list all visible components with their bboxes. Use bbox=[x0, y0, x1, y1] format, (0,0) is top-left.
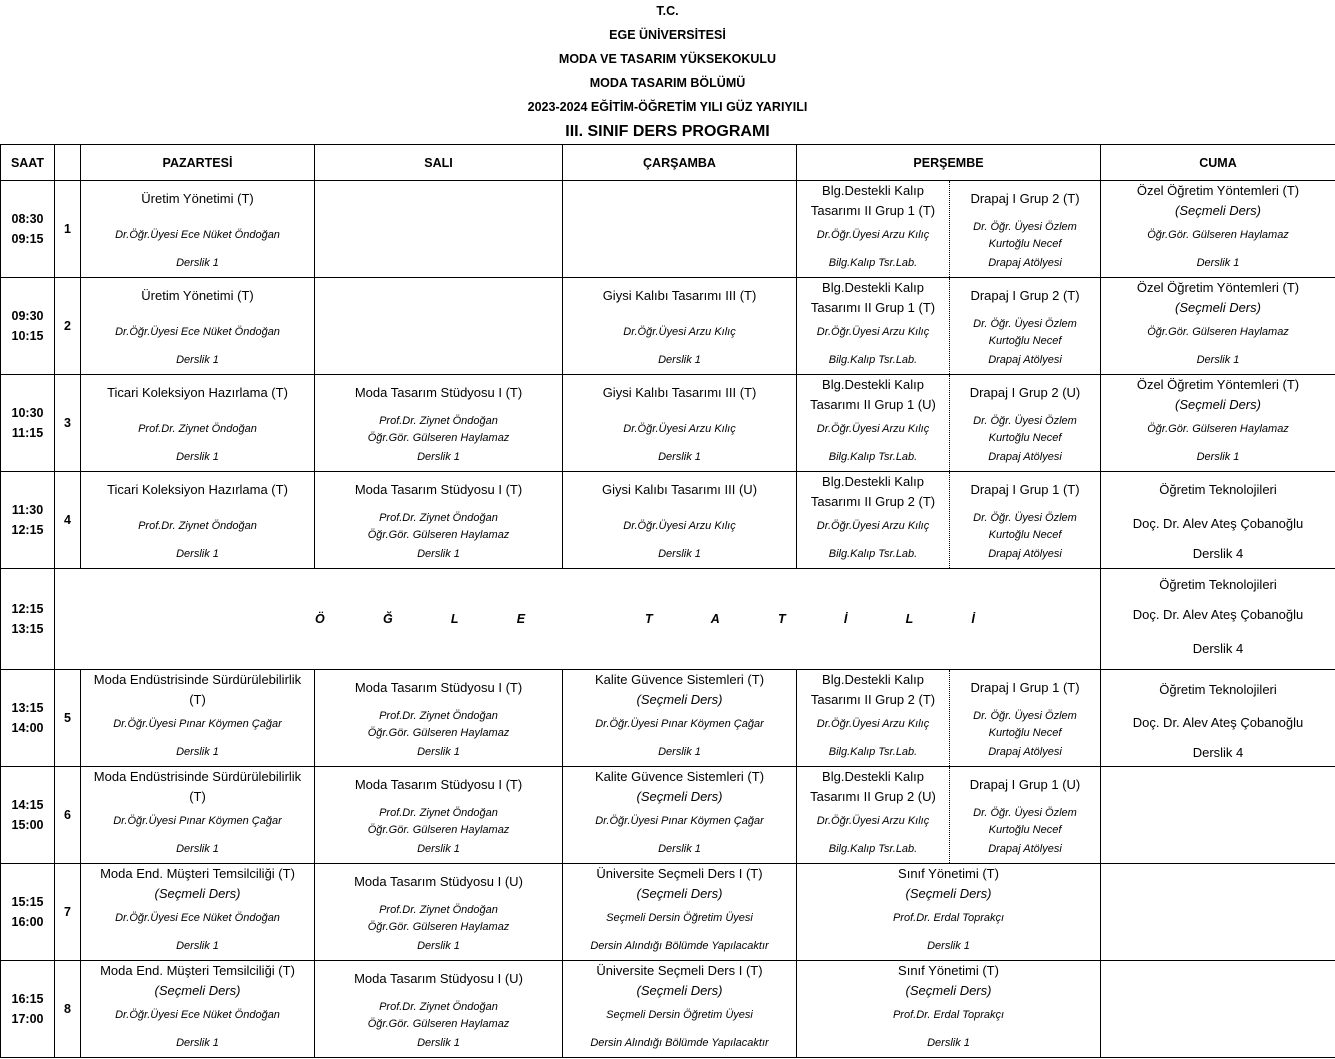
course-name: Giysi Kalıbı Tasarımı III (T) bbox=[602, 385, 757, 400]
room: Bilg.Kalıp Tsr.Lab. bbox=[828, 548, 918, 560]
course-cell bbox=[81, 181, 315, 278]
course-name: Blg.Destekli Kalıp Tasarımı II Grup 2 (T) bbox=[810, 474, 936, 509]
room: Derslik 1 bbox=[1196, 451, 1240, 463]
course-name: Moda Tasarım Stüdyosu I (T) bbox=[354, 482, 523, 497]
course-cell bbox=[950, 375, 1101, 472]
course-cell bbox=[950, 670, 1101, 767]
slot-number: 2 bbox=[55, 278, 81, 375]
instructor: Prof.Dr. Erdal Toprakçı bbox=[892, 912, 1005, 924]
instructor: Dr.Öğr.Üyesi Arzu Kılıç bbox=[623, 520, 736, 532]
course-cell bbox=[81, 375, 315, 472]
slot-row-5 bbox=[1, 670, 1335, 767]
room: Drapaj Atölyesi bbox=[988, 548, 1062, 560]
slot-number: 8 bbox=[55, 961, 81, 1058]
room: Derslik 1 bbox=[176, 843, 219, 855]
col-thursday: PERŞEMBE bbox=[797, 145, 1101, 181]
instructor: Dr.Öğr.Üyesi Arzu Kılıç bbox=[816, 423, 930, 435]
instructor: Dr.Öğr.Üyesi Pınar Köymen Çağar bbox=[113, 718, 282, 730]
instructor: Seçmeli Dersin Öğretim Üyesi bbox=[606, 912, 753, 924]
lunch-break bbox=[55, 569, 1101, 670]
col-wednesday: ÇARŞAMBA bbox=[563, 145, 797, 181]
room: Derslik 1 bbox=[927, 1037, 970, 1049]
course-cell bbox=[797, 278, 950, 375]
room: Drapaj Atölyesi bbox=[988, 354, 1062, 366]
course-name: Kalite Güvence Sistemleri (T) (Seçmeli Ders) bbox=[594, 769, 765, 804]
course-name: Üretim Yönetimi (T) bbox=[141, 288, 254, 303]
col-monday: PAZARTESİ bbox=[81, 145, 315, 181]
room: Derslik 1 bbox=[658, 746, 701, 758]
slot-row-4 bbox=[1, 472, 1335, 569]
col-friday: CUMA bbox=[1101, 145, 1335, 181]
course-name: Üniversite Seçmeli Ders I (T) (Seçmeli Ders) bbox=[596, 963, 763, 998]
course-name: Moda Tasarım Stüdyosu I (T) bbox=[354, 680, 523, 695]
instructor: Dr.Öğr.Üyesi Pınar Köymen Çağar bbox=[595, 718, 764, 730]
empty-cell bbox=[563, 181, 797, 278]
course-name: Özel Öğretim Yöntemleri (T) (Seçmeli Ders) bbox=[1136, 377, 1300, 412]
course-name: Moda Tasarım Stüdyosu I (T) bbox=[354, 385, 523, 400]
instructor: Dr.Öğr.Üyesi Pınar Köymen Çağar bbox=[595, 815, 764, 827]
course-cell bbox=[1101, 569, 1335, 670]
course-name: Ticari Koleksiyon Hazırlama (T) bbox=[107, 482, 288, 497]
room: Bilg.Kalıp Tsr.Lab. bbox=[828, 257, 918, 269]
course-name: Moda Endüstrisinde Sürdürülebilirlik (T) bbox=[93, 769, 302, 804]
instructor: Dr.Öğr.Üyesi Arzu Kılıç bbox=[816, 520, 930, 532]
instructor: Doç. Dr. Alev Ateş Çobanoğlu bbox=[1132, 516, 1304, 531]
lunch-letter: İ bbox=[843, 612, 848, 626]
time-cell: 08:30 09:15 bbox=[1, 181, 55, 278]
lunch-letter: T bbox=[644, 612, 653, 626]
course-name: Blg.Destekli Kalıp Tasarımı II Grup 2 (U) bbox=[810, 769, 936, 804]
course-cell bbox=[797, 961, 1101, 1058]
course-name: Moda Tasarım Stüdyosu I (U) bbox=[354, 971, 523, 986]
course-cell bbox=[81, 472, 315, 569]
course-cell bbox=[797, 670, 950, 767]
room: Derslik 1 bbox=[417, 843, 460, 855]
course-cell bbox=[950, 472, 1101, 569]
room: Derslik 1 bbox=[176, 1037, 219, 1049]
room: Derslik 1 bbox=[658, 354, 701, 366]
room: Derslik 1 bbox=[176, 354, 219, 366]
course-name: Üniversite Seçmeli Ders I (T) (Seçmeli Ders) bbox=[596, 866, 763, 901]
course-name: Drapaj I Grup 2 (T) bbox=[970, 288, 1080, 303]
course-name: Blg.Destekli Kalıp Tasarımı II Grup 2 (T) bbox=[810, 672, 936, 707]
course-name: Blg.Destekli Kalıp Tasarımı II Grup 1 (T) bbox=[810, 183, 936, 218]
course-name: Giysi Kalıbı Tasarımı III (U) bbox=[601, 482, 758, 497]
room: Drapaj Atölyesi bbox=[988, 451, 1062, 463]
lunch-letter: İ bbox=[971, 612, 975, 626]
course-cell bbox=[950, 181, 1101, 278]
col-saat: SAAT bbox=[1, 145, 55, 181]
course-name: Giysi Kalıbı Tasarımı III (T) bbox=[602, 288, 757, 303]
course-cell bbox=[950, 278, 1101, 375]
slot-row-1 bbox=[1, 181, 1335, 278]
course-cell bbox=[81, 864, 315, 961]
room: Derslik 1 bbox=[658, 548, 701, 560]
course-cell bbox=[797, 767, 950, 864]
course-cell bbox=[81, 961, 315, 1058]
instructor: Dr.Öğr.Üyesi Arzu Kılıç bbox=[816, 229, 930, 241]
course-cell bbox=[1101, 181, 1335, 278]
course-name: Drapaj I Grup 2 (U) bbox=[969, 385, 1081, 400]
instructor: Dr.Öğr.Üyesi Arzu Kılıç bbox=[816, 815, 930, 827]
instructor: Dr. Öğr. Üyesi Özlem Kurtoğlu Necef bbox=[973, 415, 1077, 444]
room: Bilg.Kalıp Tsr.Lab. bbox=[828, 354, 918, 366]
time-cell: 12:15 13:15 bbox=[1, 569, 55, 670]
course-name: Üretim Yönetimi (T) bbox=[141, 191, 254, 206]
course-cell bbox=[563, 670, 797, 767]
course-name: Blg.Destekli Kalıp Tasarımı II Grup 1 (U) bbox=[810, 377, 936, 412]
room: Drapaj Atölyesi bbox=[988, 257, 1062, 269]
header-school: MODA VE TASARIM YÜKSEKOKULU bbox=[558, 52, 777, 66]
instructor: Dr.Öğr.Üyesi Arzu Kılıç bbox=[816, 718, 930, 730]
lunch-letter: Ğ bbox=[382, 612, 393, 626]
slot-number: 3 bbox=[55, 375, 81, 472]
room: Derslik 1 bbox=[417, 940, 460, 952]
course-cell bbox=[1101, 670, 1335, 767]
course-cell bbox=[563, 375, 797, 472]
room: Derslik 1 bbox=[176, 746, 219, 758]
instructor: Dr.Öğr.Üyesi Ece Nüket Öndoğan bbox=[115, 326, 280, 338]
room: Derslik 1 bbox=[417, 548, 460, 560]
lunch-letter: L bbox=[450, 612, 459, 626]
slot-number: 1 bbox=[55, 181, 81, 278]
lunch-letter: Ö bbox=[315, 612, 325, 626]
room: Dersin Alındığı Bölümde Yapılacaktır bbox=[590, 940, 769, 952]
time-cell: 16:15 17:00 bbox=[1, 961, 55, 1058]
room: Derslik 1 bbox=[417, 746, 460, 758]
empty-cell bbox=[315, 278, 563, 375]
slot-number: 7 bbox=[55, 864, 81, 961]
instructor: Doç. Dr. Alev Ateş Çobanoğlu bbox=[1132, 715, 1304, 730]
room: Derslik 1 bbox=[1196, 257, 1240, 269]
course-cell bbox=[81, 767, 315, 864]
col-num bbox=[55, 145, 81, 181]
header-row bbox=[1, 145, 1335, 181]
course-cell bbox=[563, 961, 797, 1058]
course-cell bbox=[797, 375, 950, 472]
slot-row-3 bbox=[1, 375, 1335, 472]
course-name: Drapaj I Grup 1 (U) bbox=[969, 777, 1081, 792]
course-cell bbox=[81, 278, 315, 375]
slot-row-7 bbox=[1, 864, 1335, 961]
instructor: Öğr.Gör. Gülseren Haylamaz bbox=[1147, 423, 1289, 435]
col-tuesday: SALI bbox=[315, 145, 563, 181]
room: Derslik 1 bbox=[1196, 354, 1240, 366]
course-cell bbox=[950, 767, 1101, 864]
instructor: Dr. Öğr. Üyesi Özlem Kurtoğlu Necef bbox=[973, 318, 1077, 347]
time-cell: 11:30 12:15 bbox=[1, 472, 55, 569]
room: Derslik 1 bbox=[658, 451, 701, 463]
course-cell bbox=[563, 472, 797, 569]
lunch-letter: T bbox=[778, 612, 786, 626]
instructor: Dr.Öğr.Üyesi Ece Nüket Öndoğan bbox=[115, 229, 280, 241]
course-cell bbox=[563, 767, 797, 864]
room: Derslik 4 bbox=[1192, 546, 1244, 561]
instructor: Dr.Öğr.Üyesi Ece Nüket Öndoğan bbox=[115, 912, 280, 924]
course-name: Özel Öğretim Yöntemleri (T) (Seçmeli Ders) bbox=[1136, 183, 1300, 218]
instructor: Doç. Dr. Alev Ateş Çobanoğlu bbox=[1132, 607, 1304, 622]
empty-cell bbox=[1101, 767, 1335, 864]
slot-number: 6 bbox=[55, 767, 81, 864]
course-name: Sınıf Yönetimi (T) (Seçmeli Ders) bbox=[898, 963, 999, 998]
course-cell bbox=[315, 961, 563, 1058]
instructor: Dr.Öğr.Üyesi Arzu Kılıç bbox=[623, 423, 736, 435]
instructor: Dr. Öğr. Üyesi Özlem Kurtoğlu Necef bbox=[973, 807, 1077, 836]
schedule-table bbox=[0, 144, 1335, 1058]
course-cell bbox=[315, 472, 563, 569]
course-name: Drapaj I Grup 1 (T) bbox=[970, 680, 1080, 695]
course-cell bbox=[1101, 375, 1335, 472]
room: Derslik 4 bbox=[1192, 641, 1244, 656]
instructor: Prof.Dr. Ziynet Öndoğan Öğr.Gör. Gülseren Haylamaz bbox=[367, 904, 510, 933]
course-name: Moda End. Müşteri Temsilciliği (T) (Seçmeli Ders) bbox=[100, 963, 295, 998]
instructor: Öğr.Gör. Gülseren Haylamaz bbox=[1147, 229, 1289, 241]
instructor: Dr. Öğr. Üyesi Özlem Kurtoğlu Necef bbox=[973, 710, 1077, 739]
room: Derslik 1 bbox=[176, 940, 219, 952]
slot-row-6 bbox=[1, 767, 1335, 864]
room: Derslik 1 bbox=[658, 843, 701, 855]
course-name: Moda Endüstrisinde Sürdürülebilirlik (T) bbox=[93, 672, 302, 707]
instructor: Dr.Öğr.Üyesi Arzu Kılıç bbox=[816, 326, 930, 338]
course-name: Kalite Güvence Sistemleri (T) (Seçmeli Ders) bbox=[594, 672, 765, 707]
course-cell bbox=[797, 181, 950, 278]
course-cell bbox=[315, 767, 563, 864]
course-name: Moda Tasarım Stüdyosu I (U) bbox=[354, 874, 523, 889]
room: Derslik 1 bbox=[417, 451, 460, 463]
instructor: Dr.Öğr.Üyesi Pınar Köymen Çağar bbox=[113, 815, 282, 827]
instructor: Prof.Dr. Ziynet Öndoğan Öğr.Gör. Gülseren Haylamaz bbox=[367, 710, 510, 739]
header-tc: T.C. bbox=[656, 4, 679, 18]
room: Bilg.Kalıp Tsr.Lab. bbox=[828, 746, 918, 758]
room: Drapaj Atölyesi bbox=[988, 746, 1062, 758]
instructor: Dr. Öğr. Üyesi Özlem Kurtoğlu Necef bbox=[973, 221, 1077, 250]
course-name: Drapaj I Grup 1 (T) bbox=[970, 482, 1080, 497]
room: Derslik 1 bbox=[417, 1037, 460, 1049]
lunch-letter: A bbox=[710, 612, 720, 626]
room: Derslik 1 bbox=[176, 451, 219, 463]
instructor: Prof.Dr. Ziynet Öndoğan Öğr.Gör. Gülseren Haylamaz bbox=[367, 1001, 510, 1030]
room: Derslik 1 bbox=[176, 257, 219, 269]
header-department: MODA TASARIM BÖLÜMÜ bbox=[589, 76, 746, 90]
course-cell bbox=[1101, 472, 1335, 569]
room: Derslik 4 bbox=[1192, 745, 1244, 760]
empty-cell bbox=[315, 181, 563, 278]
course-name: Ticari Koleksiyon Hazırlama (T) bbox=[107, 385, 288, 400]
time-cell: 09:30 10:15 bbox=[1, 278, 55, 375]
header-university: EGE ÜNİVERSİTESİ bbox=[609, 28, 726, 42]
time-cell: 15:15 16:00 bbox=[1, 864, 55, 961]
instructor: Öğr.Gör. Gülseren Haylamaz bbox=[1147, 326, 1289, 338]
course-cell bbox=[797, 472, 950, 569]
room: Derslik 1 bbox=[176, 548, 219, 560]
course-name: Öğretim Teknolojileri bbox=[1159, 482, 1277, 497]
course-name: Sınıf Yönetimi (T) (Seçmeli Ders) bbox=[898, 866, 999, 901]
instructor: Prof.Dr. Erdal Toprakçı bbox=[892, 1009, 1005, 1021]
course-cell bbox=[797, 864, 1101, 961]
slot-row-2 bbox=[1, 278, 1335, 375]
time-cell: 14:15 15:00 bbox=[1, 767, 55, 864]
instructor: Prof.Dr. Ziynet Öndoğan Öğr.Gör. Gülseren Haylamaz bbox=[367, 415, 510, 444]
lunch-letter: L bbox=[905, 612, 914, 626]
instructor: Prof.Dr. Ziynet Öndoğan Öğr.Gör. Gülseren Haylamaz bbox=[367, 807, 510, 836]
instructor: Dr.Öğr.Üyesi Arzu Kılıç bbox=[623, 326, 736, 338]
course-cell bbox=[315, 864, 563, 961]
instructor: Prof.Dr. Ziynet Öndoğan bbox=[138, 423, 257, 435]
course-cell bbox=[563, 864, 797, 961]
room: Dersin Alındığı Bölümde Yapılacaktır bbox=[590, 1037, 769, 1049]
course-name: Moda Tasarım Stüdyosu I (T) bbox=[354, 777, 523, 792]
page-title: III. SINIF DERS PROGRAMI bbox=[565, 123, 770, 140]
time-cell: 13:15 14:00 bbox=[1, 670, 55, 767]
lunch-letter: E bbox=[516, 612, 526, 626]
instructor: Prof.Dr. Ziynet Öndoğan Öğr.Gör. Gülseren Haylamaz bbox=[367, 512, 510, 541]
course-cell bbox=[315, 375, 563, 472]
course-cell bbox=[315, 670, 563, 767]
empty-cell bbox=[1101, 864, 1335, 961]
course-name: Moda End. Müşteri Temsilciliği (T) (Seçmeli Ders) bbox=[100, 866, 295, 901]
instructor: Dr. Öğr. Üyesi Özlem Kurtoğlu Necef bbox=[973, 512, 1077, 541]
header-term: 2023-2024 EĞİTİM-ÖĞRETİM YILI GÜZ YARIYILI bbox=[527, 100, 808, 114]
slot-row-8 bbox=[1, 961, 1335, 1058]
course-cell bbox=[1101, 278, 1335, 375]
instructor: Dr.Öğr.Üyesi Ece Nüket Öndoğan bbox=[115, 1009, 280, 1021]
room: Derslik 1 bbox=[927, 940, 970, 952]
time-cell: 10:30 11:15 bbox=[1, 375, 55, 472]
lunch-row bbox=[1, 569, 1335, 670]
course-name: Blg.Destekli Kalıp Tasarımı II Grup 1 (T) bbox=[810, 280, 936, 315]
course-name: Drapaj I Grup 2 (T) bbox=[970, 191, 1080, 206]
room: Drapaj Atölyesi bbox=[988, 843, 1062, 855]
instructor: Prof.Dr. Ziynet Öndoğan bbox=[138, 520, 257, 532]
course-cell bbox=[81, 670, 315, 767]
course-name: Öğretim Teknolojileri bbox=[1159, 682, 1277, 697]
room: Bilg.Kalıp Tsr.Lab. bbox=[828, 451, 918, 463]
slot-number: 5 bbox=[55, 670, 81, 767]
slot-number: 4 bbox=[55, 472, 81, 569]
course-cell bbox=[563, 278, 797, 375]
course-name: Özel Öğretim Yöntemleri (T) (Seçmeli Ders) bbox=[1136, 280, 1300, 315]
course-name: Öğretim Teknolojileri bbox=[1159, 577, 1277, 592]
empty-cell bbox=[1101, 961, 1335, 1058]
instructor: Seçmeli Dersin Öğretim Üyesi bbox=[606, 1009, 753, 1021]
room: Bilg.Kalıp Tsr.Lab. bbox=[828, 843, 918, 855]
